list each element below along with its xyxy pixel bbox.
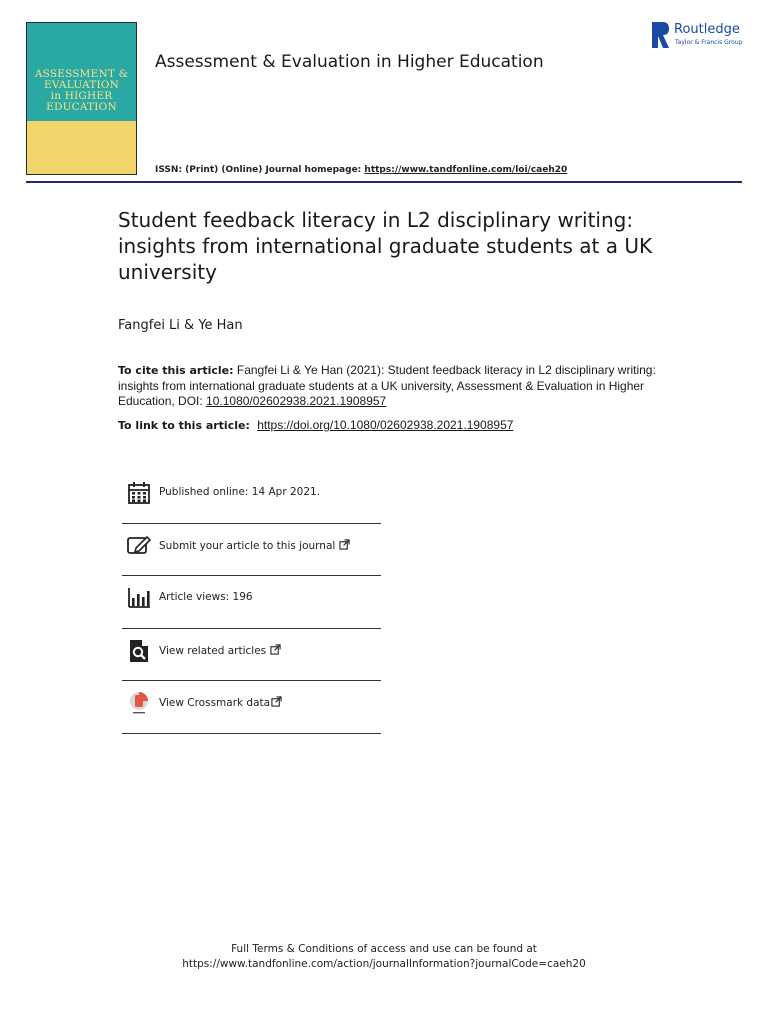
article-link-line [118,418,513,432]
calendar-icon [127,481,151,505]
submit-article-item[interactable] [122,524,381,577]
related-articles-item[interactable] [122,629,381,682]
published-online-text: Published online: 14 Apr 2021. [159,486,321,498]
cover-title-line: EVALUATION [44,79,119,91]
article-views-item [122,576,381,629]
article-authors: Fangfei Li & Ye Han [118,318,243,333]
citation-block [118,363,663,410]
publisher-logo[interactable] [652,21,747,51]
published-online-item [122,471,381,524]
bar-chart-icon [127,586,151,610]
terms-line: Full Terms & Conditions of access and use can be found at [231,943,537,955]
external-link-icon [270,644,281,655]
related-articles-label: View related articles [159,644,267,657]
cite-label: To cite this article: [118,364,234,377]
crossmark-icon [127,691,151,715]
external-link-icon [271,696,282,707]
submit-article-link[interactable] [159,539,350,552]
submit-article-label: Submit your article to this journal [159,539,336,552]
cite-text: Fangfei Li & Ye Han (2021): Student feedback literacy in L2 disciplinary writing: insights from international graduate students at a UK university, Assessment & Evaluation in Higher Education, DOI: [118,363,656,408]
crossmark-item[interactable] [122,681,381,734]
related-articles-link[interactable] [159,644,281,657]
routledge-r-icon [652,22,670,48]
cover-title-line: ASSESSMENT & [34,68,129,80]
terms-url[interactable]: https://www.tandfonline.com/action/journalInformation?journalCode=caeh20 [182,958,586,970]
journal-cover [26,22,137,175]
cover-title-line: in HIGHER [50,90,113,102]
external-link-icon [339,539,350,550]
search-document-icon [127,639,151,663]
article-title: Student feedback literacy in L2 disciplinary writing: insights from international graduate students at a UK university [118,208,653,284]
crossmark-link[interactable] [159,696,282,709]
article-info-list [122,471,381,734]
doi-link[interactable]: 10.1080/02602938.2021.1908957 [206,394,387,408]
issn-line [155,165,567,175]
cover-title [27,69,136,113]
article-url-link[interactable]: https://doi.org/10.1080/02602938.2021.1908957 [257,418,514,432]
terms-footer [0,942,768,972]
header-divider [26,181,742,183]
publisher-name: Routledge [674,22,740,37]
cover-bottom-band [27,121,136,175]
journal-name: Assessment & Evaluation in Higher Education [155,52,544,72]
article-views-text: Article views: 196 [159,591,253,603]
link-label: To link to this article: [118,419,250,432]
cover-title-line: EDUCATION [46,101,117,113]
issn-label: ISSN: (Print) (Online) Journal homepage: [155,165,365,175]
edit-icon [127,534,151,558]
journal-homepage-link[interactable]: https://www.tandfonline.com/loi/caeh20 [364,165,568,175]
publisher-group: Taylor & Francis Group [675,39,743,46]
crossmark-label: View Crossmark data [159,697,271,709]
